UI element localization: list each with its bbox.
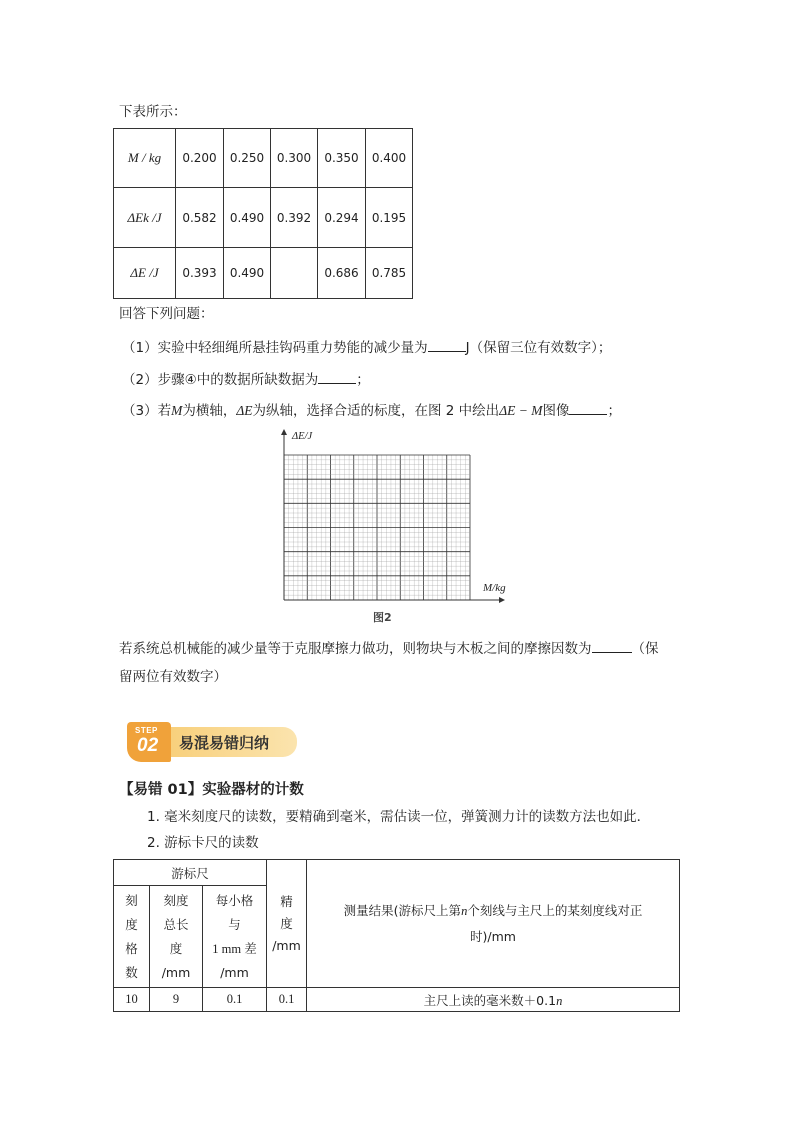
math-m: M	[171, 403, 183, 418]
caliper-group-header: 游标尺	[114, 860, 267, 886]
question-1-text: （1）实验中轻细绳所悬挂钩码重力势能的减少量为	[122, 340, 428, 356]
answer-blank	[592, 638, 632, 653]
step-word: STEP	[135, 726, 158, 735]
caliper-col-length	[150, 886, 203, 988]
list-item: 1. 毫米刻度尺的读数，要精确到毫米，需估读一位，弹簧测力计的读数方法也如此．	[147, 809, 651, 825]
header-text: 1 mm 差	[212, 941, 257, 956]
caliper-col-result	[307, 860, 680, 988]
math-delta-e: ΔE	[236, 403, 253, 418]
answer-blank	[569, 400, 607, 415]
step-tab	[127, 722, 171, 762]
x-axis-label: M/kg	[483, 582, 506, 594]
math-n: n	[556, 993, 563, 1008]
question-3-text: 为横轴，	[182, 403, 237, 419]
step-title: 易混易错归纳	[179, 734, 270, 752]
header-text: 每小格	[215, 892, 254, 908]
friction-line-2: 留两位有效数字）	[119, 669, 227, 685]
caliper-col-precision	[267, 860, 307, 988]
table-cell: 0.350	[318, 129, 366, 188]
table-cell: 0.393	[176, 248, 224, 299]
friction-text: （保	[631, 641, 659, 657]
math-expr: ΔE − M	[499, 403, 543, 418]
friction-text: 若系统总机械能的减少量等于克服摩擦力做功，则物块与木板之间的摩擦因数为	[119, 641, 592, 657]
intro-text: 下表所示：	[119, 104, 187, 120]
caliper-col-divisions	[114, 886, 150, 988]
table-cell-missing	[271, 248, 318, 299]
table-cell	[307, 988, 680, 1012]
question-3-text: 为纵轴，选择合适的标度，在图 2 中绘出	[252, 403, 500, 419]
data-table	[113, 128, 413, 299]
table-cell: 0.1	[203, 988, 267, 1012]
math-n: n	[461, 903, 468, 918]
header-text: 刻度	[163, 892, 189, 908]
list-item: 2. 游标卡尺的读数	[147, 835, 259, 851]
question-3	[122, 400, 621, 420]
header-text: /mm	[220, 964, 249, 980]
friction-line-1	[119, 638, 659, 658]
header-text: 度	[280, 915, 293, 931]
questions-lead: 回答下列问题：	[119, 306, 214, 322]
question-3-text: 图像	[542, 403, 570, 419]
figure-2	[262, 428, 522, 628]
header-text: 格	[125, 940, 138, 956]
header-text: 刻	[125, 892, 138, 908]
step-banner-bar	[165, 727, 297, 757]
table-header-kinetic: ΔEk /J	[114, 188, 176, 248]
table-cell: 0.300	[271, 129, 318, 188]
header-text: 与	[228, 916, 241, 932]
question-2-text: （2）步骤④中的数据所缺数据为	[122, 372, 319, 388]
table-cell: 0.490	[224, 248, 271, 299]
graph-paper	[262, 428, 522, 628]
answer-blank	[428, 337, 466, 352]
step-number: 02	[137, 735, 159, 756]
table-cell: 10	[114, 988, 150, 1012]
question-2-tail: ；	[356, 372, 370, 388]
table-cell: 0.785	[366, 248, 413, 299]
header-text: /mm	[161, 964, 191, 980]
question-1-tail: J（保留三位有效数字）；	[465, 340, 612, 356]
result-text: 主尺上读的毫米数＋0.1	[423, 992, 557, 1008]
question-3-tail: ；	[607, 403, 621, 419]
table-cell: 9	[150, 988, 203, 1012]
section-heading: 【易错 01】实验器材的计数	[119, 782, 304, 798]
caliper-table	[113, 859, 680, 1012]
answer-blank	[318, 369, 356, 384]
figure-caption: 图2	[373, 611, 392, 624]
table-cell: 0.195	[366, 188, 413, 248]
header-text: 度	[169, 940, 183, 956]
header-text: 度	[125, 916, 138, 932]
header-text: 数	[125, 964, 138, 980]
table-cell: 0.490	[224, 188, 271, 248]
question-3-text: （3）若	[122, 403, 172, 419]
table-cell: 0.250	[224, 129, 271, 188]
table-header-mass: M / kg	[114, 129, 176, 188]
table-cell: 0.400	[366, 129, 413, 188]
question-1	[122, 337, 611, 357]
table-cell: 0.392	[271, 188, 318, 248]
header-text: 总长	[163, 916, 189, 932]
header-text: 时)/mm	[470, 928, 516, 944]
header-text: 个刻线与主尺上的某刻度线对正	[467, 902, 643, 918]
table-cell: 0.1	[267, 988, 307, 1012]
header-text: 精	[280, 893, 293, 909]
header-text: /mm	[272, 937, 301, 953]
table-header-energy: ΔE /J	[114, 248, 176, 299]
table-cell: 0.686	[318, 248, 366, 299]
caliper-col-difference	[203, 886, 267, 988]
table-cell: 0.294	[318, 188, 366, 248]
step-banner	[127, 722, 297, 766]
header-text: 测量结果(游标尺上第	[343, 902, 462, 918]
question-2	[122, 369, 370, 389]
table-cell: 0.200	[176, 129, 224, 188]
y-axis-label: ΔE/J	[292, 431, 313, 442]
table-cell: 0.582	[176, 188, 224, 248]
